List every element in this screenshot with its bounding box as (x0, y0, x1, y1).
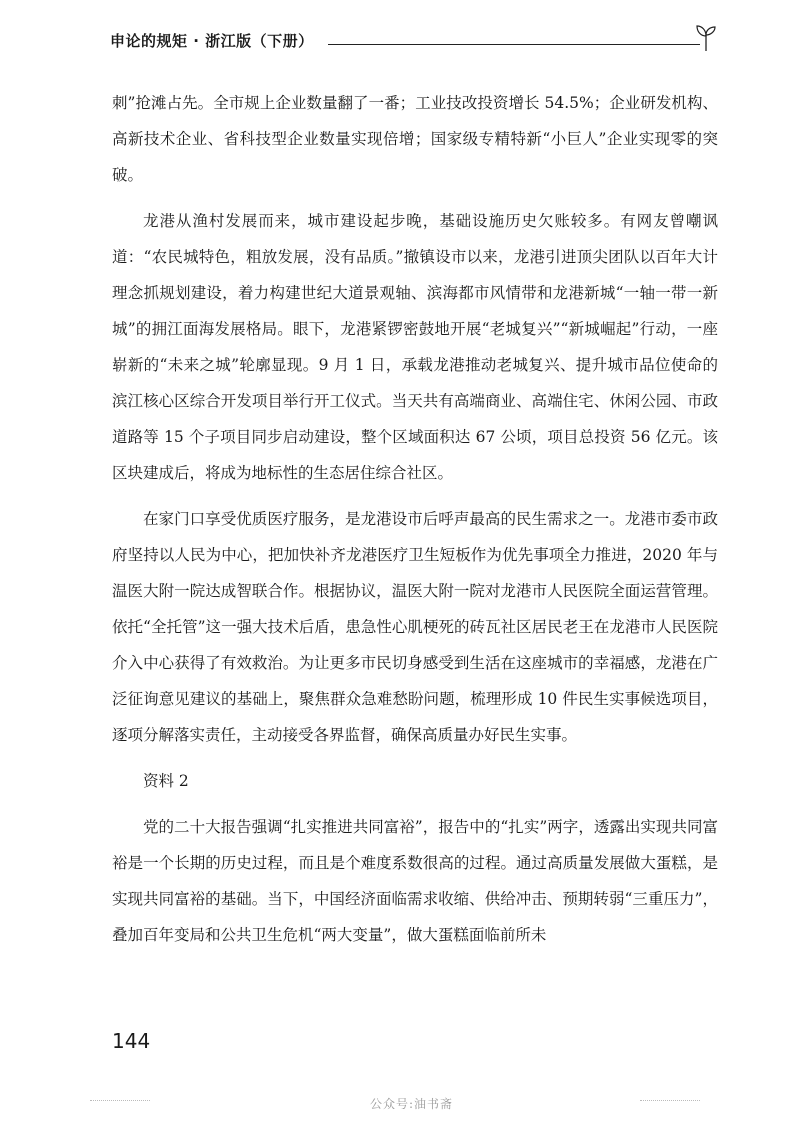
running-header (110, 28, 714, 56)
section-heading: 资料 2 (143, 772, 189, 790)
scan-artifact-left (90, 1100, 150, 1102)
paragraph: 党的二十大报告强调“扎实推进共同富裕”，报告中的“扎实”两字，透露出实现共同富裕是一个长期的历史过程，而且是个难度系数很高的过程。通过高质量发展做大蛋糕，是实现共同富裕的基础。当下，中国经济面临需求收缩、供给冲击、预期转弱“三重压力”，叠加百年变局和公共卫生危机“两大变量”，做大蛋糕面临前所未 (112, 818, 718, 944)
paragraph: 龙港从渔村发展而来，城市建设起步晚，基础设施历史欠账较多。有网友曾嘲讽道：“农民城特色，粗放发展，没有品质。”撤镇设市以来，龙港引进顶尖团队以百年大计理念抓规划建设，着力构建世纪大道景观轴、滨海都市风情带和龙港新城“一轴一带一新城”的拥江面海发展格局。眼下，龙港紧锣密鼓地开展“老城复兴”“新城崛起”行动，一座崭新的“未来之城”轮廓显现。9 月 1 日，承载龙港推动老城复兴、提升城市品位使命的滨江核心区综合开发项目举行开工仪式。当天共有高端商业、高端住宅、休闲公园、市政道路等 15 个子项目同步启动建设，整个区域面积达 67 公顷，项目总投资 56 亿元。该区块建成后，将成为地标性的生态居住综合社区。 (112, 212, 718, 482)
watermark: 公众号:油书斋 (370, 1097, 454, 1111)
page-number: 144 (112, 1029, 151, 1053)
sprout-icon (694, 22, 718, 52)
paragraph: 在家门口享受优质医疗服务，是龙港设市后呼声最高的民生需求之一。龙港市委市政府坚持以人民为中心，把加快补齐龙港医疗卫生短板作为优先事项全力推进，2020 年与温医大附一院达成智联合作。根据协议，温医大附一院对龙港市人民医院全面运营管理。依托“全托管”这一强大技术后盾，患急性心肌梗死的砖瓦社区居民老王在龙港市人民医院介入中心获得了有效救治。为让更多市民切身感受到生活在这座城市的幸福感，龙港在广泛征询意见建议的基础上，聚焦群众急难愁盼问题，梳理形成 10 件民生实事候选项目，逐项分解落实责任，主动接受各界监督，确保高质量办好民生实事。 (112, 510, 718, 744)
scan-artifact-right (640, 1100, 700, 1102)
header-rule (328, 44, 700, 45)
header-title: 申论的规矩 · 浙江版（下册） (110, 32, 314, 50)
page-body (112, 85, 718, 953)
paragraph-continued: 刺”抢滩占先。全市规上企业数量翻了一番；工业技改投资增长 54.5%；企业研发机构、高新技术企业、省科技型企业数量实现倍增；国家级专精特新“小巨人”企业实现零的突破。 (112, 94, 718, 184)
